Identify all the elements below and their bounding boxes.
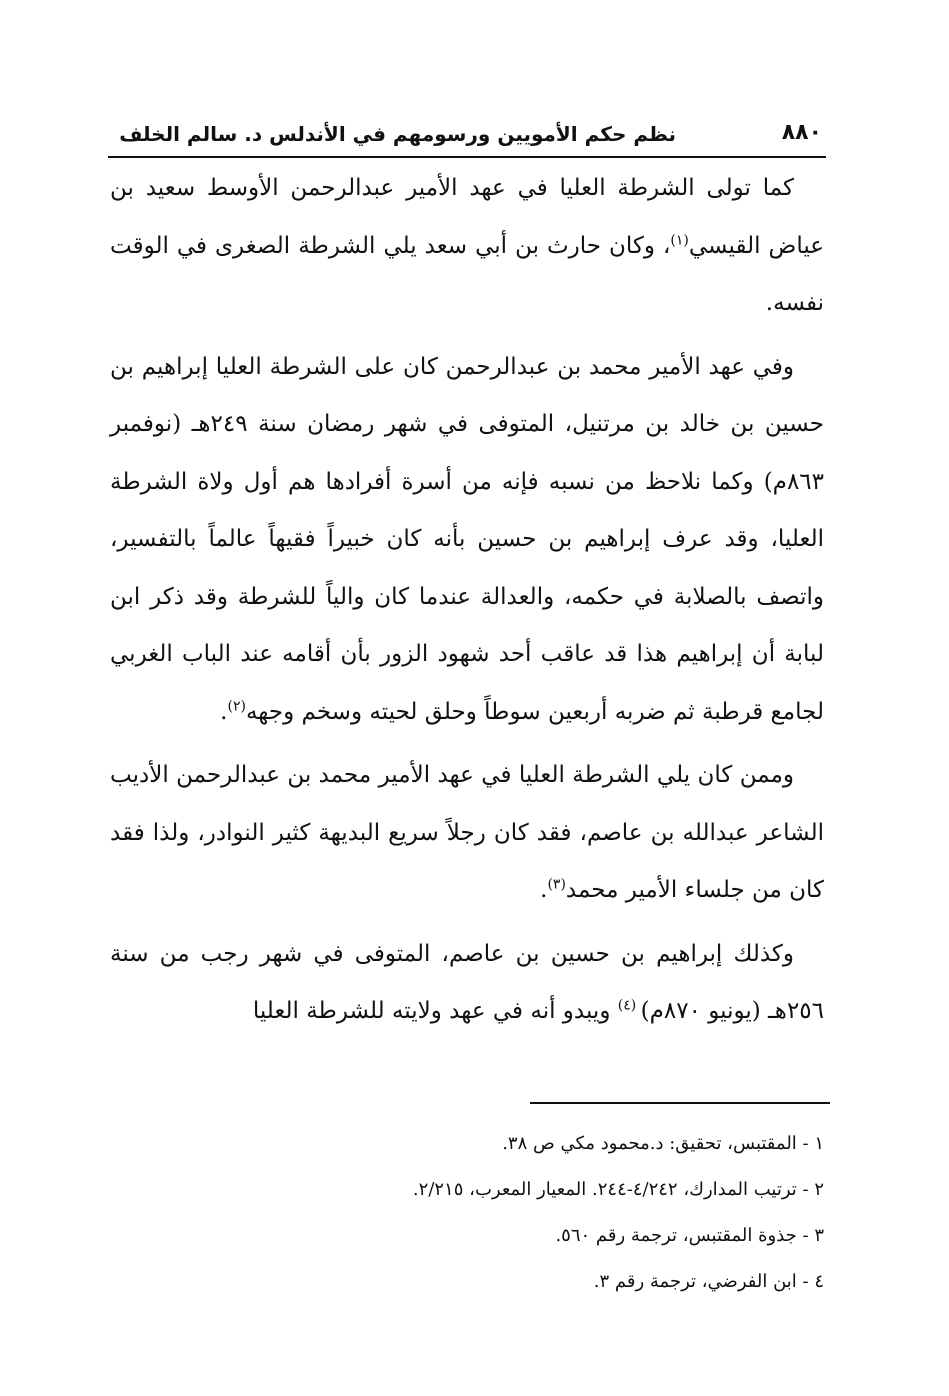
body-text [110, 160, 824, 1041]
footnote-2: ٢ - ترتيب المدارك، ٤/٢٤٢-٢٤٤. المعيار المعرب، ٢/٢١٥. [412, 1179, 824, 1200]
footnote-ref-1[interactable]: (١) [670, 231, 689, 248]
paragraph-4: وكذلك إبراهيم بن حسين بن عاصم، المتوفى في شهر رجب من سنة ٢٥٦هـ (يونيو ٨٧٠م) $^{(٤)}$ ويبدو أنه في عهد ولايته للشرطة العليا [110, 940, 824, 1024]
footnote-4: ٤ - ابن الفرضي، ترجمة رقم ٣. [593, 1271, 824, 1292]
paragraph-1: كما تولى الشرطة العليا في عهد الأمير عبدالرحمن الأوسط سعيد بن عياض القيسي$^{(١)}$، وكان حارث بن أبي سعد يلي الشرطة الصغرى في الوقت نفسه. [110, 175, 824, 316]
footnote-ref-2[interactable]: (٢) [227, 697, 246, 714]
footnote-ref-4[interactable]: (٤) [617, 997, 641, 1014]
paragraph-2: وفي عهد الأمير محمد بن عبدالرحمن كان على الشرطة العليا إبراهيم بن حسين بن خالد بن مرتنيل، المتوفى في شهر رمضان سنة ٢٤٩هـ (نوفمبر ٨٦٣م) وكما نلاحظ من نسبه فإنه من أسرة أفرادها هم أول ولاة الشرطة العليا، وقد عرف إبراهيم بن حسين بأنه كان خبيراً فقيهاً عالماً بالتفسير، واتصف بالصلابة في حكمه، والعدالة عندما كان والياً للشرطة وقد ذكر ابن لبابة أن إبراهيم هذا قد عاقب أحد شهود الزور بأن أقامه عند الباب الغربي لجامع قرطبة ثم ضربه أربعين سوطاً وحلق لحيته وسخم وجهه$^{(٢)}$. [110, 353, 825, 725]
footnote-3: ٣ - جذوة المقتبس، ترجمة رقم ٥٦٠. [555, 1225, 824, 1246]
footnote-1: ١ - المقتبس، تحقيق: د.محمود مكي ص ٣٨. [502, 1133, 824, 1154]
footnotes [110, 1124, 824, 1308]
paragraph-3: وممن كان يلي الشرطة العليا في عهد الأمير محمد بن عبدالرحمن الأديب الشاعر عبدالله بن عاصم، فقد كان رجلاً سريع البديهة كثير النوادر، ولذا فقد كان من جلساء الأمير محمد$^{(٣)}$. [110, 762, 824, 903]
footnote-divider [530, 1102, 830, 1104]
page-header [108, 118, 826, 158]
page-number: ٨٨٠ [781, 120, 822, 145]
footnote-ref-3[interactable]: (٣) [547, 876, 566, 893]
running-title: نظم حكم الأمويين ورسومهم في الأندلس د. سالم الخلف [119, 122, 676, 146]
